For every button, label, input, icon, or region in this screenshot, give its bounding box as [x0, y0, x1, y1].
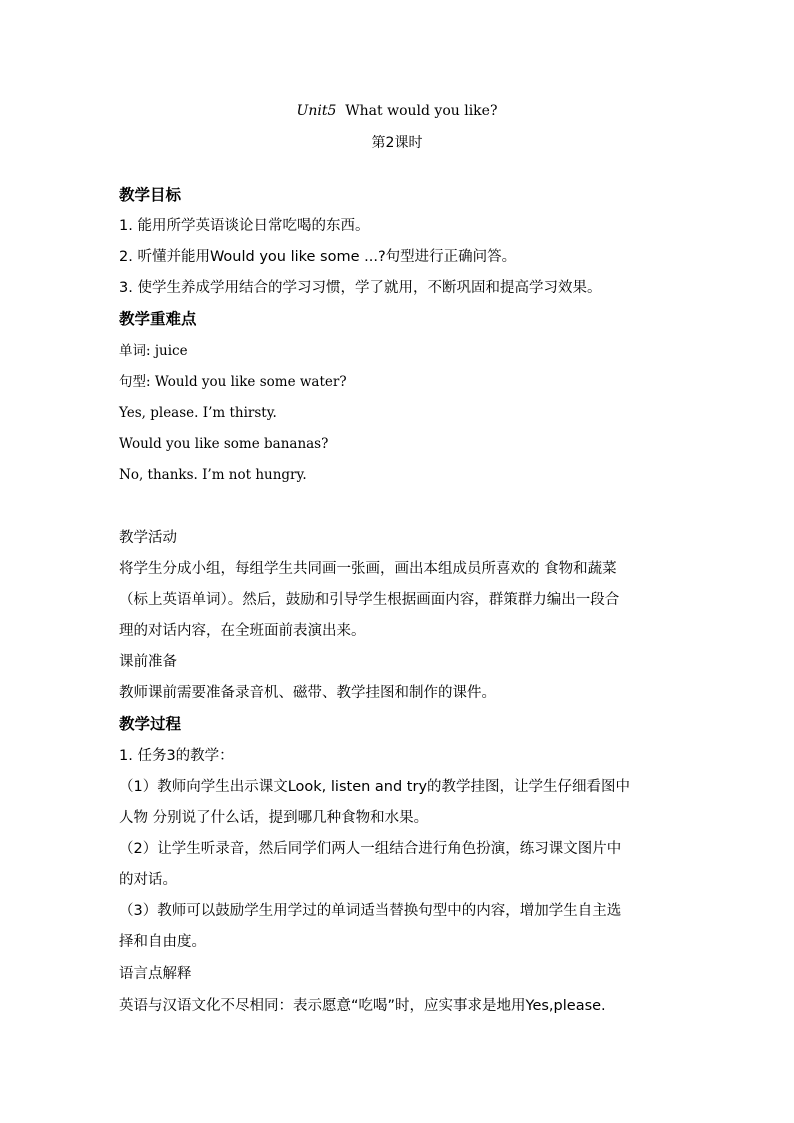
prep-heading: 课前准备: [119, 654, 177, 670]
process-line: 的对话。: [119, 872, 177, 888]
language-heading: 语言点解释: [119, 966, 192, 982]
title-unit: Unit5: [296, 103, 337, 119]
keypoint-item: Would you like some bananas?: [119, 436, 329, 452]
keypoint-item: Yes, please. I’m thirsty.: [119, 405, 277, 421]
process-line: （1）教师向学生出示课文Look, listen and try的教学挂图，让学生仔细看图中: [119, 779, 631, 795]
process-line: （2）让学生听录音，然后同学们两人一组结合进行角色扮演，练习课文图片中: [119, 841, 622, 857]
objective-item: 2. 听懂并能用Would you like some ...?句型进行正确问答。: [119, 249, 517, 265]
process-line: 择和自由度。: [119, 934, 206, 950]
process-line: （3）教师可以鼓励学生用学过的单词适当替换句型中的内容，增加学生自主选: [119, 903, 622, 919]
activity-line: 将学生分成小组，每组学生共同画一张画，画出本组成员所喜欢的 食物和蔬菜: [119, 561, 617, 577]
keypoint-item: 句型: Would you like some water?: [119, 374, 347, 390]
lesson-number: 第2课时: [371, 135, 423, 151]
keypoints-heading: 教学重难点: [119, 310, 197, 328]
objectives-heading: 教学目标: [119, 186, 182, 204]
activity-line: 理的对话内容，在全班面前表演出来。: [119, 623, 366, 639]
process-heading: 教学过程: [119, 715, 182, 733]
process-line: 人物 分别说了什么话，提到哪几种食物和水果。: [119, 810, 429, 826]
objective-item: 1. 能用所学英语谈论日常吃喝的东西。: [119, 218, 370, 234]
activity-line: （标上英语单词）。然后，鼓励和引导学生根据画面内容，群策群力编出一段合: [119, 592, 620, 608]
activity-heading: 教学活动: [119, 530, 177, 546]
prep-line: 教师课前需要准备录音机、磁带、教学挂图和制作的课件。: [119, 685, 496, 701]
language-line: 英语与汉语文化不尽相同：表示愿意“吃喝”时，应实事求是地用Yes,please.: [119, 998, 606, 1014]
process-line: 1. 任务3的教学：: [119, 748, 234, 764]
title-text: What would you like?: [345, 103, 498, 119]
document-title: [0, 101, 794, 121]
keypoint-item: 单词: juice: [119, 343, 188, 359]
objective-item: 3. 使学生养成学用结合的学习习惯，学了就用，不断巩固和提高学习效果。: [119, 280, 602, 296]
keypoint-item: No, thanks. I’m not hungry.: [119, 467, 307, 483]
